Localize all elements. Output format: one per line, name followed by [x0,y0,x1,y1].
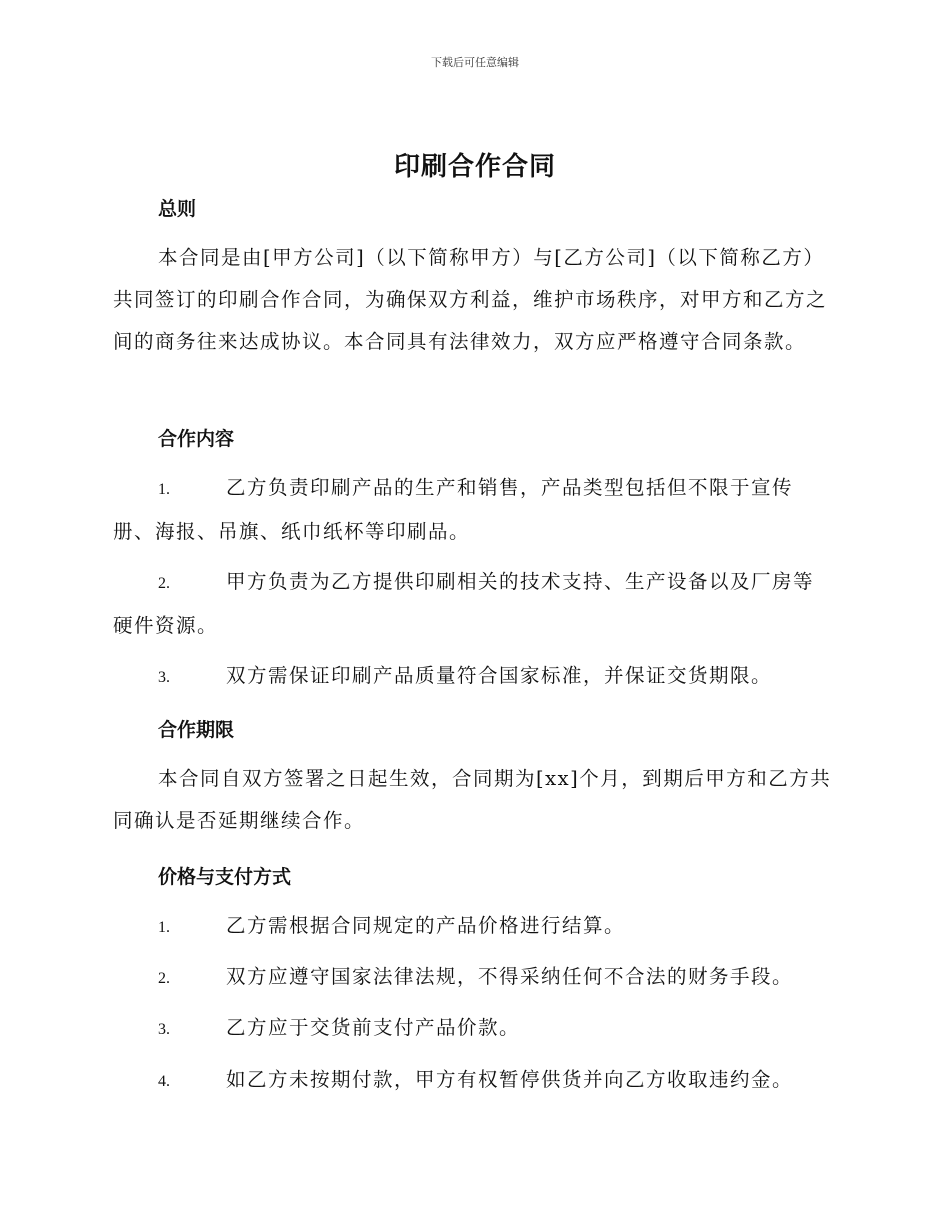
item-number: 3. [158,669,170,686]
section-heading-content: 合作内容 [158,428,235,450]
item-text: 如乙方未按期付款，甲方有权暂停供货并向乙方收取违约金。 [226,1068,794,1091]
item-number: 2. [158,575,170,592]
content-item [113,467,833,553]
item-text: 双方应遵守国家法律法规，不得采纳任何不合法的财务手段。 [226,965,794,988]
payment-item [113,1059,833,1103]
item-number: 1. [158,919,170,936]
header-note: 下载后可任意编辑 [431,56,519,69]
content-item [113,655,833,699]
payment-item [113,1007,833,1051]
item-number: 4. [158,1073,170,1090]
section-heading-general: 总则 [158,198,197,220]
payment-item [113,956,833,1000]
item-text: 乙方负责印刷产品的生产和销售，产品类型包括但不限于宣传册、海报、吊旗、纸巾纸杯等印刷品。 [113,476,794,543]
section-heading-payment: 价格与支付方式 [158,866,292,888]
term-paragraph: 本合同自双方签署之日起生效，合同期为[xx]个月，到期后甲方和乙方共同确认是否延期继续合作。 [113,767,832,832]
item-text: 乙方需根据合同规定的产品价格进行结算。 [226,914,626,937]
item-text: 甲方负责为乙方提供印刷相关的技术支持、生产设备以及厂房等硬件资源。 [113,570,815,637]
document-title: 印刷合作合同 [393,152,556,182]
item-number: 1. [158,481,170,498]
item-number: 3. [158,1021,170,1038]
item-text: 乙方应于交货前支付产品价款。 [226,1016,521,1039]
content-item [113,561,833,647]
general-paragraph: 本合同是由[甲方公司]（以下简称甲方）与[乙方公司]（以下简称乙方）共同签订的印刷合作合同，为确保双方利益，维护市场秩序，对甲方和乙方之间的商务往来达成协议。本合同具有法律效力，双方应严格遵守合同条款。 [113,246,828,353]
payment-item [113,905,833,949]
section-heading-term: 合作期限 [158,719,235,741]
item-number: 2. [158,970,170,987]
item-text: 双方需保证印刷产品质量符合国家标准，并保证交货期限。 [226,664,773,687]
